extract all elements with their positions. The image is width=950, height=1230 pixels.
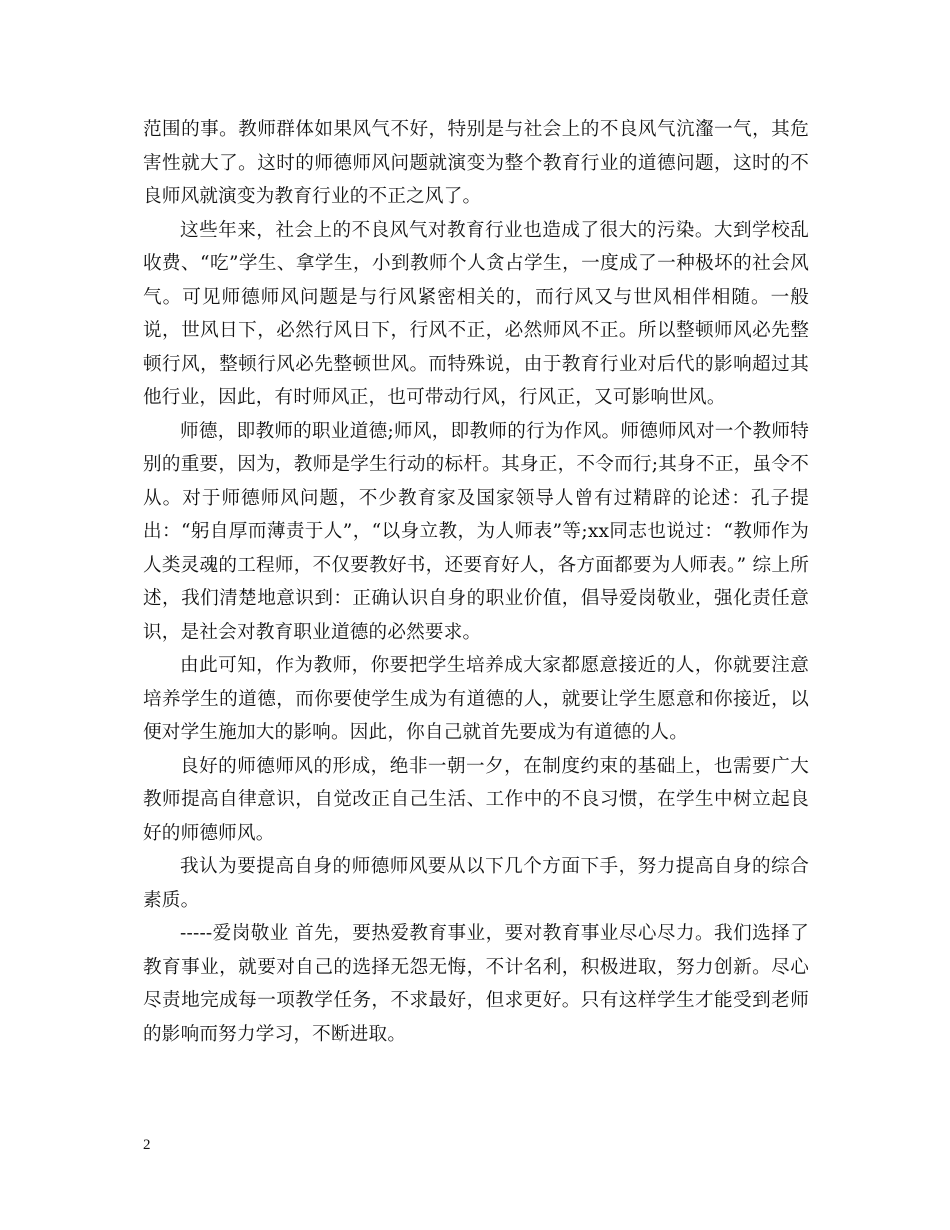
paragraph-6: 我认为要提高自身的师德师风要从以下几个方面下手，努力提高自身的综合素质。 bbox=[143, 856, 809, 911]
paragraph-5: 良好的师德师风的形成，绝非一朝一夕，在制度约束的基础上，也需要广大教师提高自律意识，自觉改正自己生活、工作中的不良习惯，在学生中树立起良好的师德师风。 bbox=[143, 755, 809, 844]
paragraph-2: 这些年来，社会上的不良风气对教育行业也造成了很大的污染。大到学校乱收费、“吃”学生、拿学生，小到教师个人贪占学生，一度成了一种极坏的社会风气。可见师德师风问题是与行风紧密相关的，而行风又与世风相伴相随。一般说，世风日下，必然行风日下，行风不正，必然师风不正。所以整顿师风必先整顿行风，整顿行风必先整顿世风。而特殊说，由于教育行业对后代的影响超过其他行业，因此，有时师风正，也可带动行风，行风正，又可影响世风。 bbox=[143, 219, 809, 408]
paragraph-3: 师德，即教师的职业道德;师风，即教师的行为作风。师德师风对一个教师特别的重要，因为，教师是学生行动的标杆。其身正，不令而行;其身不正，虽令不从。对于师德师风问题，不少教育家及国家领导人曾有过精辟的论述：孔子提出：“躬自厚而薄责于人”，“以身立教，为人师表”等;xx同志也说过：“教师作为人类灵魂的工程师，不仅要教好书，还要育好人，各方面都要为人师表。” 综上所述，我们清楚地意识到：正确认识自身的职业价值，倡导爱岗敬业，强化责任意识，是社会对教育职业道德的必然要求。 bbox=[143, 420, 809, 643]
page-number: 2 bbox=[143, 1137, 151, 1153]
document-body bbox=[143, 113, 809, 1051]
paragraph-1: 范围的事。教师群体如果风气不好，特别是与社会上的不良风气沆瀣一气，其危害性就大了。这时的师德师风问题就演变为整个教育行业的道德问题，这时的不良师风就演变为教育行业的不正之风了。 bbox=[143, 119, 809, 207]
paragraph-7: -----爱岗敬业 首先，要热爱教育事业，要对教育事业尽心尽力。我们选择了教育事业，就要对自己的选择无怨无悔，不计名利，积极进取，努力创新。尽心尽责地完成每一项教学任务，不求最好，但求更好。只有这样学生才能受到老师的影响而努力学习，不断进取。 bbox=[143, 923, 809, 1045]
paragraph-4: 由此可知，作为教师，你要把学生培养成大家都愿意接近的人，你就要注意培养学生的道德，而你要使学生成为有道德的人，就要让学生愿意和你接近，以便对学生施加大的影响。因此，你自己就首先要成为有道德的人。 bbox=[143, 655, 809, 743]
